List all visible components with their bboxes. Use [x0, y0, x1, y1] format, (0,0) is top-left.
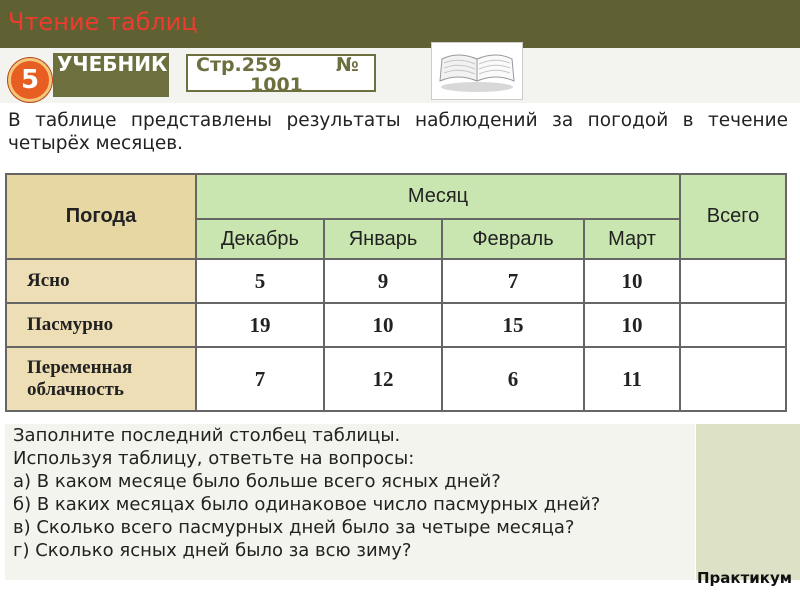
cell-value: 9 [324, 259, 442, 303]
cell-value: 7 [442, 259, 584, 303]
weather-header: Погода [6, 174, 196, 259]
question-b: б) В каких месяцах было одинаковое число пасмурных дней? [13, 494, 601, 515]
exercise-reference [186, 54, 376, 96]
cell-value: 19 [196, 303, 324, 347]
title-bar [0, 0, 800, 48]
page-title: Чтение таблиц [8, 8, 198, 36]
task-instruction: Используя таблицу, ответьте на вопросы: [13, 448, 415, 469]
practicum-label: Практикум [696, 569, 792, 587]
section-badge: 5 [8, 58, 52, 102]
total-header: Всего [680, 174, 786, 259]
page-label: Стр.259 [196, 54, 282, 76]
cell-value: 6 [442, 347, 584, 411]
side-panel [696, 424, 800, 580]
weather-table [5, 173, 787, 412]
row-label-line: Переменная [27, 357, 133, 378]
cell-value: 12 [324, 347, 442, 411]
table-row [6, 303, 786, 347]
row-label-clear: Ясно [6, 259, 196, 303]
cell-value: 10 [324, 303, 442, 347]
cell-total [680, 303, 786, 347]
exercise-number: 1001 [250, 74, 303, 96]
cell-value: 11 [584, 347, 680, 411]
month-february: Февраль [442, 219, 584, 259]
task-instruction: Заполните последний столбец таблицы. [13, 425, 401, 446]
cell-value: 7 [196, 347, 324, 411]
cell-value: 10 [584, 303, 680, 347]
month-march: Март [584, 219, 680, 259]
row-label-cloudy: Пасмурно [6, 303, 196, 347]
month-january: Январь [324, 219, 442, 259]
question-c: в) Сколько всего пасмурных дней было за четыре месяца? [13, 517, 575, 538]
row-label-partly-cloudy [6, 347, 196, 411]
intro-text: В таблице представлены результаты наблюдений за погодой в течение четырёх месяцев. [8, 110, 788, 154]
cell-total [680, 347, 786, 411]
question-a: а) В каком месяце было больше всего ясных дней? [13, 471, 501, 492]
month-header: Месяц [196, 174, 680, 219]
question-d: г) Сколько ясных дней было за всю зиму? [13, 540, 412, 561]
row-label-line: облачность [27, 379, 124, 400]
cell-value: 15 [442, 303, 584, 347]
cell-value: 5 [196, 259, 324, 303]
table-row [6, 259, 786, 303]
month-december: Декабрь [196, 219, 324, 259]
tasks-block [5, 424, 695, 580]
number-sign: № [336, 54, 359, 76]
table-row [6, 347, 786, 411]
exercise-content [0, 103, 800, 600]
open-book-icon [431, 42, 523, 100]
cell-total [680, 259, 786, 303]
cell-value: 10 [584, 259, 680, 303]
textbook-label: УЧЕБНИК [53, 53, 169, 97]
